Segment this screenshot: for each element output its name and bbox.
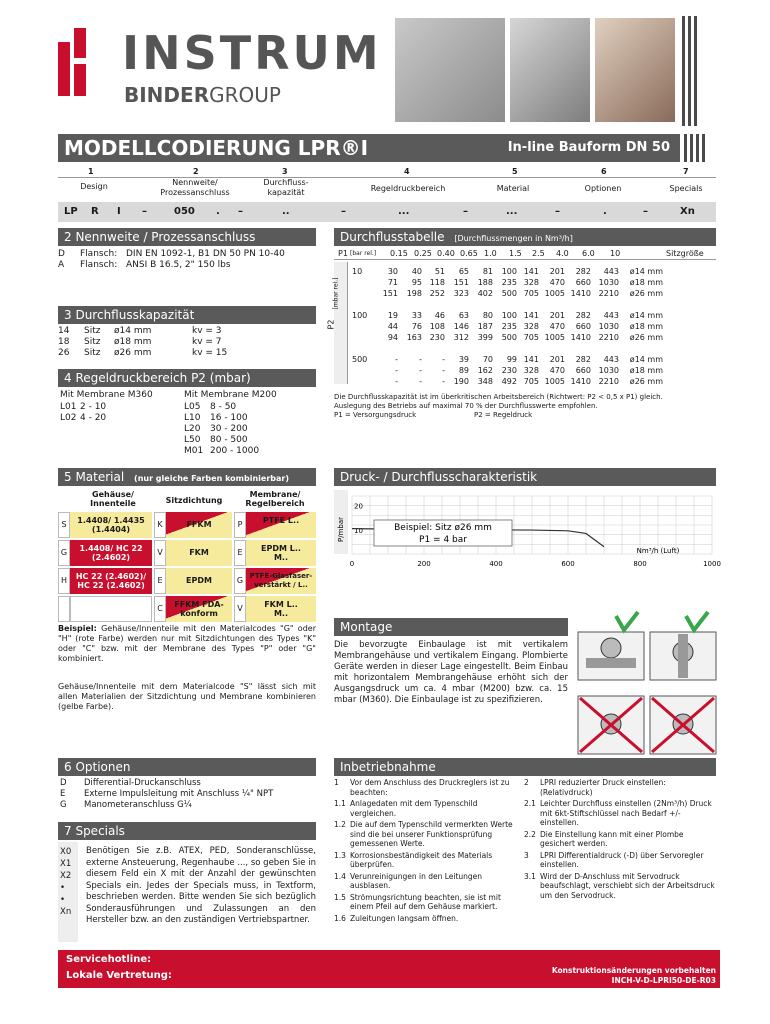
char-xlabel: Nm³/h (Luft) xyxy=(636,547,680,555)
flow-cell: 187 xyxy=(477,322,493,331)
flow-p2-value: 10 xyxy=(352,267,363,276)
flow-cell: 201 xyxy=(549,355,565,364)
title-bar xyxy=(58,134,680,162)
x-tick-label: 600 xyxy=(561,560,575,568)
flow-cell: 51 xyxy=(434,267,445,276)
code-part: – xyxy=(341,206,346,217)
flow-cell: 65 xyxy=(458,267,469,276)
code-num: 4 xyxy=(404,167,410,176)
section-7-header: 7 Specials xyxy=(58,822,316,840)
x-tick-label: 800 xyxy=(633,560,647,568)
list-item xyxy=(524,851,716,870)
x-tick-label: 1000 xyxy=(703,560,721,568)
flow-cell: 100 xyxy=(501,267,517,276)
header-stripes xyxy=(682,16,722,126)
code-part: . xyxy=(216,206,220,217)
list-item xyxy=(334,799,518,818)
flow-cell: 151 xyxy=(453,278,469,287)
inbetrieb-left xyxy=(334,778,518,925)
section-7-text: Benötigen Sie z.B. ATEX, PED, Sonderanschlüsse, externe Ansteuerung, Regenhaube ..., so geben Sie in diesem Feld ein X mit der Anzahl der gewünschten Specials ein. Jedes der Specials muss, in Textform, beschrieben werden. Bitte wenden Sie sich bezüglich Sonderausführungen und Zulassungen an den Hersteller bzw. an den zuständigen Vertriebspartner. xyxy=(86,846,316,925)
flow-cell: 162 xyxy=(477,366,493,375)
flow-cell: 660 xyxy=(575,366,591,375)
material-table: Gehäuse/ Innenteile Sitzdichtung Membrane/ Regelbereich S 1.4408/ 1.4435 (1.4404) K FFKM P PTFE L.. G 1.4408/ HC 22 (2.4602) V FKM E EPDM L.. M.. H HC 22 (2.4602)/ HC 22 (2.4602) E EPDM G PTFE-Glasfaser-verstärkt / L.. C FFKM FDA-konform V FKM L.. M.. xyxy=(58,488,316,618)
flow-cell: 282 xyxy=(575,311,591,320)
list-item-text: Zuleitungen langsam öffnen. xyxy=(350,913,459,923)
flow-p2-value xyxy=(350,288,378,299)
flow-cell: 443 xyxy=(603,311,619,320)
page-subtitle: In-line Bauform DN 50 xyxy=(507,140,670,155)
flow-cell: 348 xyxy=(477,377,493,386)
flow-note-3b: P2 = Regeldruck xyxy=(474,411,533,419)
code-part: – xyxy=(555,206,560,217)
flow-cell: 2210 xyxy=(598,377,619,386)
flow-cell: 323 xyxy=(453,289,469,298)
code-header xyxy=(58,166,716,222)
flow-p2-value xyxy=(350,277,378,288)
flow-cell: ø14 mm xyxy=(629,311,663,320)
footer xyxy=(58,950,720,988)
code-part: 050 xyxy=(174,206,195,217)
list-item xyxy=(524,799,716,828)
list-item-text: Die auf dem Typenschild vermerkten Werte sind die bei unserer Funktionsprüfung gemessenen Werte. xyxy=(350,820,513,848)
flow-cell: 201 xyxy=(549,267,565,276)
char-ylabel: P/mbar xyxy=(337,516,345,542)
flow-cell: 705 xyxy=(523,289,539,298)
flow-cell: 71 xyxy=(387,278,398,287)
flow-cell: - xyxy=(442,377,445,386)
code-part: .. xyxy=(282,206,290,217)
char-example-line2: P1 = 4 bar xyxy=(419,535,467,545)
flow-cell: 235 xyxy=(501,322,517,331)
x-tick-label: 200 xyxy=(417,560,431,568)
flow-cell: 470 xyxy=(549,322,565,331)
code-part: ... xyxy=(506,206,518,217)
flow-cell: 141 xyxy=(523,355,539,364)
list-item xyxy=(334,851,518,870)
x-tick-label: 0 xyxy=(349,560,355,568)
flow-cell: 1005 xyxy=(544,377,565,386)
flow-note-2: Auslegung des Betriebs auf maximal 70 % der Durchflusswerte empfohlen. xyxy=(334,402,598,410)
list-item-number: 1.4 xyxy=(334,871,346,881)
flow-cell: 19 xyxy=(387,311,398,320)
section-5-header: 5 Material (nur gleiche Farben kombinierbar) xyxy=(58,468,316,486)
flow-cell: 1410 xyxy=(570,333,591,342)
title-stripes xyxy=(684,134,724,162)
flow-cell: 282 xyxy=(575,267,591,276)
x-tick-label: 400 xyxy=(489,560,503,568)
flow-cell: - xyxy=(419,377,422,386)
flow-cell: 705 xyxy=(523,377,539,386)
product-photo-1 xyxy=(395,18,505,122)
code-label: Regeldruckbereich xyxy=(370,184,446,193)
list-item-number: 2.2 xyxy=(524,829,536,839)
list-item-text: LPRI Differentialdruck (-D) über Servoregler einstellen. xyxy=(540,850,704,869)
flow-p2-value xyxy=(350,321,378,332)
check-icon xyxy=(616,612,638,630)
code-part: I xyxy=(117,206,121,217)
section-6-body: D Differential-Druckanschluss E Externe Impulsleitung mit Anschluss ¼" NPT G Manometeranschluss G¼ xyxy=(60,778,274,810)
flow-cell: 252 xyxy=(429,289,445,298)
flow-cell: 399 xyxy=(477,333,493,342)
code-part: ... xyxy=(398,206,410,217)
flow-cell: 1030 xyxy=(598,322,619,331)
flow-note-3a: P1 = Versorgungsdruck xyxy=(334,411,417,419)
code-label: Durchfluss-kapazität xyxy=(263,178,309,197)
flow-cell: 660 xyxy=(575,322,591,331)
flow-cell: 94 xyxy=(387,333,398,342)
code-label: Optionen xyxy=(584,184,622,193)
flow-cell: 33 xyxy=(411,311,422,320)
code-part: Xn xyxy=(680,206,695,217)
flow-cell: ø18 mm xyxy=(629,278,663,287)
list-item xyxy=(334,820,518,849)
char-example-line1: Beispiel: Sitz ø26 mm xyxy=(394,523,492,533)
flow-cell: 1030 xyxy=(598,278,619,287)
logo xyxy=(58,28,112,96)
flow-table xyxy=(350,266,716,387)
code-label: Specials xyxy=(669,184,703,193)
flow-cell: - xyxy=(419,355,422,364)
flow-cell: 30 xyxy=(387,267,398,276)
flow-cell: - xyxy=(395,377,398,386)
code-label: Design xyxy=(80,182,108,191)
flow-cell: - xyxy=(442,355,445,364)
check-icon xyxy=(686,612,708,630)
flow-p2-axis: P2 [mbar rel.] xyxy=(334,262,348,384)
footer-hotline: Servicehotline: xyxy=(66,954,152,965)
code-part: – xyxy=(238,206,243,217)
page-title: MODELLCODIERUNG LPR®I xyxy=(64,136,369,160)
product-photo-2 xyxy=(510,18,590,122)
flow-cell: 100 xyxy=(501,311,517,320)
inbetrieb-header: Inbetriebnahme xyxy=(334,758,716,776)
code-part: – xyxy=(463,206,468,217)
flow-cell: 99 xyxy=(506,355,517,364)
char-svg xyxy=(334,490,721,570)
section-3-body: 14 Sitz ø14 mm kv = 3 18 Sitz ø18 mm kv = 7 26 Sitz ø26 mm kv = 15 xyxy=(58,326,228,358)
flow-cell: 2210 xyxy=(598,333,619,342)
flow-cell: 328 xyxy=(523,278,539,287)
flow-cell: 190 xyxy=(453,377,469,386)
flow-cell: 443 xyxy=(603,355,619,364)
flow-cell: 282 xyxy=(575,355,591,364)
list-item-number: 1 xyxy=(334,778,339,787)
list-item-text: Korrosionsbeständigkeit des Materials überprüfen. xyxy=(350,850,493,869)
list-item xyxy=(334,778,518,797)
list-item xyxy=(334,872,518,891)
flow-cell: 201 xyxy=(549,311,565,320)
list-item-number: 1.2 xyxy=(334,820,346,829)
list-item xyxy=(524,778,716,797)
char-header: Druck- / Durchflusscharakteristik xyxy=(334,468,716,486)
code-num: 5 xyxy=(512,167,518,176)
list-item-text: LPRI reduzierter Druck einstellen: (Relativdruck) xyxy=(540,778,666,797)
flow-p2-value xyxy=(350,332,378,343)
flow-row xyxy=(350,321,665,332)
mounting-diagram xyxy=(576,612,720,758)
list-item-number: 3.1 xyxy=(524,871,536,881)
flow-cell: 1410 xyxy=(570,377,591,386)
code-label: Nennweite/ Prozessanschluss xyxy=(160,178,230,197)
mounting-bad-2 xyxy=(650,696,716,754)
flow-cell: 146 xyxy=(453,322,469,331)
flow-cell: 80 xyxy=(482,311,493,320)
footer-vertretung: Lokale Vertretung: xyxy=(66,970,172,981)
flow-row xyxy=(350,310,665,321)
list-item-text: Wird der D-Anschluss mit Servodruck beaufschlagt, verschiebt sich der Arbeitsdruck um den Servodruck. xyxy=(540,871,715,900)
flow-row xyxy=(350,332,665,343)
code-label: Material xyxy=(496,184,530,193)
flow-cell: 70 xyxy=(482,355,493,364)
flow-cell: 470 xyxy=(549,278,565,287)
flow-cell: 1030 xyxy=(598,366,619,375)
flow-row xyxy=(350,354,665,365)
code-num: 6 xyxy=(601,167,607,176)
flow-cell: ø26 mm xyxy=(629,377,663,386)
flow-cell: - xyxy=(395,366,398,375)
code-part: – xyxy=(142,206,147,217)
flow-cell: 660 xyxy=(575,278,591,287)
flow-cell: 89 xyxy=(458,366,469,375)
flow-row xyxy=(350,365,665,376)
flow-cell: 141 xyxy=(523,311,539,320)
flow-cell: 95 xyxy=(411,278,422,287)
list-item-number: 3 xyxy=(524,850,529,860)
char-chart xyxy=(334,490,721,570)
flow-cell: 402 xyxy=(477,289,493,298)
flow-cell: 44 xyxy=(387,322,398,331)
flow-cell: 76 xyxy=(411,322,422,331)
flow-p1-row: P1 [bar rel.] 0.15 0.25 0.40 0.65 1.0 1.5 2.5 4.0 6.0 10 Sitzgröße xyxy=(334,248,716,260)
flow-p2-value xyxy=(350,376,378,387)
flow-cell: 1410 xyxy=(570,289,591,298)
flow-cell: 230 xyxy=(501,366,517,375)
y-tick-label: 20 xyxy=(354,502,363,511)
flow-cell: 500 xyxy=(501,289,517,298)
flow-row xyxy=(350,288,665,299)
flow-cell: - xyxy=(395,355,398,364)
flow-cell: 470 xyxy=(549,366,565,375)
flow-cell: 108 xyxy=(429,322,445,331)
list-item-number: 2 xyxy=(524,778,529,787)
code-num: 1 xyxy=(88,167,94,176)
flow-cell: 492 xyxy=(501,377,517,386)
material-example: Beispiel: Gehäuse/Innenteile mit den Materialcodes "G" oder "H" (rote Farbe) werden nur mit Sitzdichtungen des Types "K" oder "C" bzw. mit der Membrane des Types "P" oder "G" kombiniert. xyxy=(58,624,316,663)
flow-cell: ø18 mm xyxy=(629,322,663,331)
list-item-number: 1.3 xyxy=(334,850,346,860)
flow-p2-value: 500 xyxy=(352,355,368,364)
flow-cell: - xyxy=(419,366,422,375)
flow-cell: ø14 mm xyxy=(629,267,663,276)
material-example-2: Gehäuse/Innenteile mit dem Materialcode "S" lässt sich mit allen Materialien der Sitzdichtung und Membrane kombinieren (gelbe Farbe). xyxy=(58,682,316,711)
list-item-text: Strömungsrichtung beachten, sie ist mit einem Pfeil auf dem Gehäuse markiert. xyxy=(350,892,501,911)
y-tick-label: 10 xyxy=(354,526,363,535)
flow-cell: 2210 xyxy=(598,289,619,298)
flow-row xyxy=(350,266,665,277)
section-2-header: 2 Nennweite / Prozessanschluss xyxy=(58,228,316,246)
section-6-header: 6 Optionen xyxy=(58,758,316,776)
footer-change: Konstruktionsänderungen vorbehalten xyxy=(551,966,716,975)
flow-cell: 500 xyxy=(501,333,517,342)
code-num: 3 xyxy=(282,167,288,176)
flow-cell: ø14 mm xyxy=(629,355,663,364)
mounting-bad-1 xyxy=(578,696,644,754)
flow-row xyxy=(350,277,665,288)
flow-cell: 328 xyxy=(523,366,539,375)
flow-note-1: Die Durchflusskapazität ist im überkritischen Arbeitsbereich (Richtwert: P2 < 0,5 x P1) gleich. xyxy=(334,393,663,401)
flow-cell: 40 xyxy=(411,267,422,276)
code-part: R xyxy=(91,206,99,217)
flow-cell: 163 xyxy=(406,333,422,342)
flow-cell: ø26 mm xyxy=(629,333,663,342)
flow-cell: 63 xyxy=(458,311,469,320)
flow-cell: 1005 xyxy=(544,333,565,342)
flow-cell: 188 xyxy=(477,278,493,287)
flow-p2-value: 100 xyxy=(352,311,368,320)
section-3-header: 3 Durchflusskapazität xyxy=(58,306,316,324)
flow-cell: 39 xyxy=(458,355,469,364)
list-item-number: 1.5 xyxy=(334,892,346,902)
list-item-number: 2.1 xyxy=(524,799,536,808)
flow-cell: 328 xyxy=(523,322,539,331)
list-item-text: Die Einstellung kann mit einer Plombe gesichert werden. xyxy=(540,829,684,848)
flow-cell: ø18 mm xyxy=(629,366,663,375)
flow-cell: ø26 mm xyxy=(629,289,663,298)
mounting-ok-1 xyxy=(578,632,644,680)
flow-row xyxy=(350,376,665,387)
flow-cell: 118 xyxy=(429,278,445,287)
product-photo-3 xyxy=(595,18,675,122)
flow-cell: 705 xyxy=(523,333,539,342)
list-item-text: Verunreinigungen in den Leitungen ausblasen. xyxy=(350,871,483,890)
code-num: 2 xyxy=(193,167,199,176)
code-part: . xyxy=(603,206,607,217)
montage-header: Montage xyxy=(334,618,568,636)
flow-cell: 235 xyxy=(501,278,517,287)
flow-cell: 230 xyxy=(429,333,445,342)
flow-cell: 312 xyxy=(453,333,469,342)
brand-group: BINDERGROUP xyxy=(124,83,281,107)
brand-name: INSTRUM xyxy=(122,26,382,80)
footer-code: INCH-V-D-LPRI50-DE-R03 xyxy=(611,976,716,985)
list-item xyxy=(524,872,716,901)
flow-p2-value xyxy=(350,365,378,376)
flow-cell: 141 xyxy=(523,267,539,276)
list-item-text: Anlagedaten mit dem Typenschild vergleichen. xyxy=(350,799,478,818)
list-item-number: 1.6 xyxy=(334,913,346,923)
flow-cell: 443 xyxy=(603,267,619,276)
flow-table-header: Durchflusstabelle [Durchflussmengen in Nm³/h] xyxy=(334,228,716,246)
list-item xyxy=(334,914,518,924)
list-item xyxy=(524,830,716,849)
flow-cell: 81 xyxy=(482,267,493,276)
code-part: LP xyxy=(64,206,78,217)
list-item xyxy=(334,893,518,912)
flow-cell: 46 xyxy=(434,311,445,320)
flow-cell: - xyxy=(442,366,445,375)
section-4-header: 4 Regeldruckbereich P2 (mbar) xyxy=(58,369,316,387)
inbetrieb-right xyxy=(524,778,716,902)
flow-cell: 1005 xyxy=(544,289,565,298)
section-2-body: D Flansch: DIN EN 1092-1, B1 DN 50 PN 10-40 A Flansch: ANSI B 16.5, 2" 150 lbs xyxy=(58,249,285,270)
list-item-text: Vor dem Anschluss des Druckreglers ist zu beachten: xyxy=(350,778,510,797)
flow-cell: 151 xyxy=(382,289,398,298)
montage-text: Die bevorzugte Einbaulage ist mit vertikalem Membrangehäuse und vertikalem Eingang. Plombierte Geräte werden in dieser Lage eingestellt. Beim Einbau mit horizontalem Membrangehäuse erhöht sich der Ausgangsdruck um ca. 4 mbar (M200) bzw. ca. 15 mbar (M360). Die Einbaulage ist zu spezifizieren. xyxy=(334,640,568,705)
list-item-number: 1.1 xyxy=(334,799,346,808)
code-num: 7 xyxy=(683,167,689,176)
code-part: – xyxy=(643,206,648,217)
section-7-keys: X0 X1 X2 • • Xn xyxy=(58,842,78,942)
mounting-ok-2 xyxy=(650,632,716,680)
flow-cell: 198 xyxy=(406,289,422,298)
list-item-text: Leichter Durchfluss einstellen (2Nm³/h) Druck mit 6kt-Stiftschlüssel nach Bedarf +/- einstellen. xyxy=(540,799,712,827)
